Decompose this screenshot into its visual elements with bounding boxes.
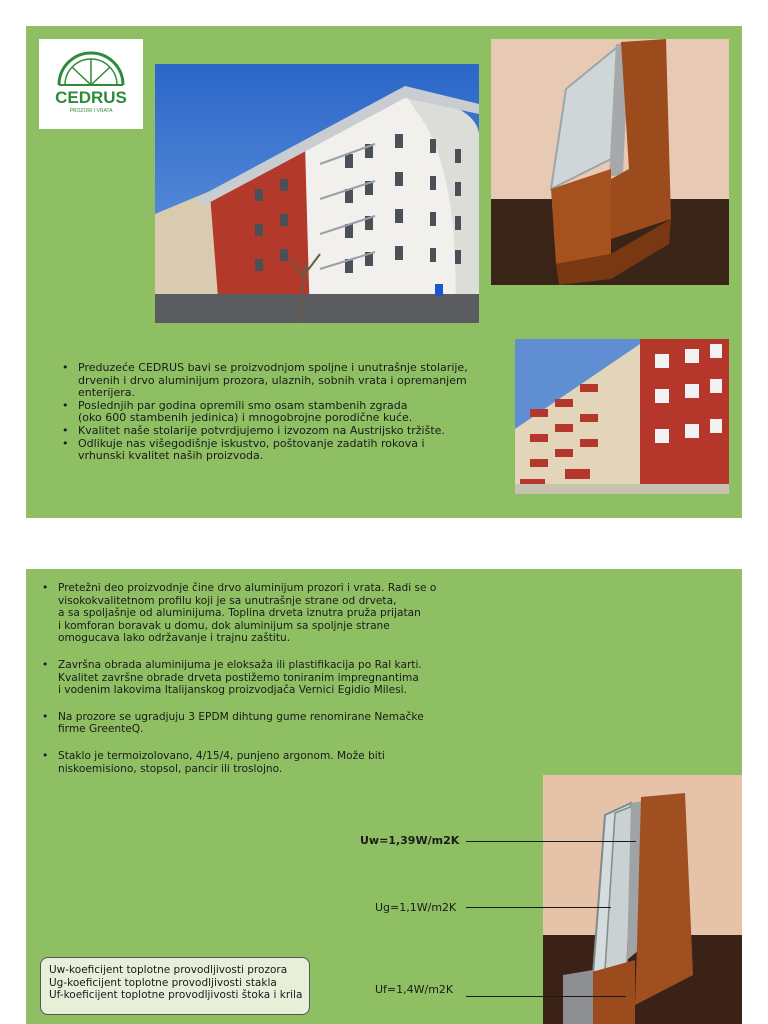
product-bullet-1: • Pretežni deo proizvodnje čine drvo aluminijum prozori i vrata. Radi se o visokokvalitetnom profilu koji je sa unutrašnje strane od drveta, a sa spoljašnje od aluminijuma. Toplina drveta iznutra pruža prijatan i komforan boravak u domu, dok aluminijum sa spoljnje strane omogucava lako održavanje i trajnu zaštitu. [40,582,480,645]
ug-value-label: Ug=1,1W/m2K [375,901,457,914]
window-cross-section-photo [543,775,742,1024]
product-bullet-3: • Na prozore se ugradjuju 3 EPDM dihtung gume renomirane Nemačke firme GreenteQ. [40,711,480,736]
building-facade-photo [515,339,729,494]
intro-bullet-3: • Kvalitet naše stolarije potvrdjujemo i izvozom na Austrijsko tržište. [56,425,476,438]
legend-ug: Ug-koeficijent toplotne provodljivosti stakla [49,976,277,989]
intro-bullet-4: • Odlikuje nas višegodišnje iskustvo, poštovanje zadatih rokova i vrhunski kvalitet naših proizvoda. [56,438,476,463]
ug-pointer-line [466,907,611,908]
u-coefficient-legend [40,957,310,1015]
product-bullet-4: • Staklo je termoizolovano, 4/15/4, punjeno argonom. Može biti niskoemisiono, stopsol, pancir ili troslojno. [40,750,480,775]
product-bullet-list [40,582,480,789]
product-bullet-2: • Završna obrada aluminijuma je eloksaža ili plastifikacija po Ral karti. Kvalitet završne obrade drveta postižemo toniranim impregnantima i vodenim lakovima Italijanskog proizvodjača Vernici Egidio Milesi. [40,659,480,697]
building-photo [155,64,479,323]
intro-bullet-1: • Preduzeće CEDRUS bavi se proizvodnjom spoljne i unutrašnje stolarije, drvenih i drvo aluminijum prozora, ulaznih, sobnih vrata i opremanjem enterijera. [56,362,476,400]
legend-uw: Uw-koeficijent toplotne provodljivosti prozora [49,964,288,976]
slide-company-intro [26,26,742,518]
uw-value-label: Uw=1,39W/m2K [360,834,460,847]
cedrus-logo [39,39,143,129]
legend-uf: Uf-koeficijent toplotne provodljivosti štoka i krila [49,989,303,1002]
slide-product-details [26,569,742,1024]
window-profile-photo [491,39,729,285]
uf-value-label: Uf=1,4W/m2K [375,983,454,996]
intro-bullet-list [56,362,476,463]
uf-pointer-line [466,996,626,997]
logo-tagline: PROZORI I VRATA [69,108,113,114]
logo-brand: CEDRUS [55,88,127,107]
intro-bullet-2: • Poslednjih par godina opremili smo osam stambenih zgrada (oko 600 stambenih jedinica) i mnogobrojne porodične kuće. [56,400,476,425]
cedrus-arch-logo-icon [39,39,143,129]
uw-pointer-line [466,841,636,842]
